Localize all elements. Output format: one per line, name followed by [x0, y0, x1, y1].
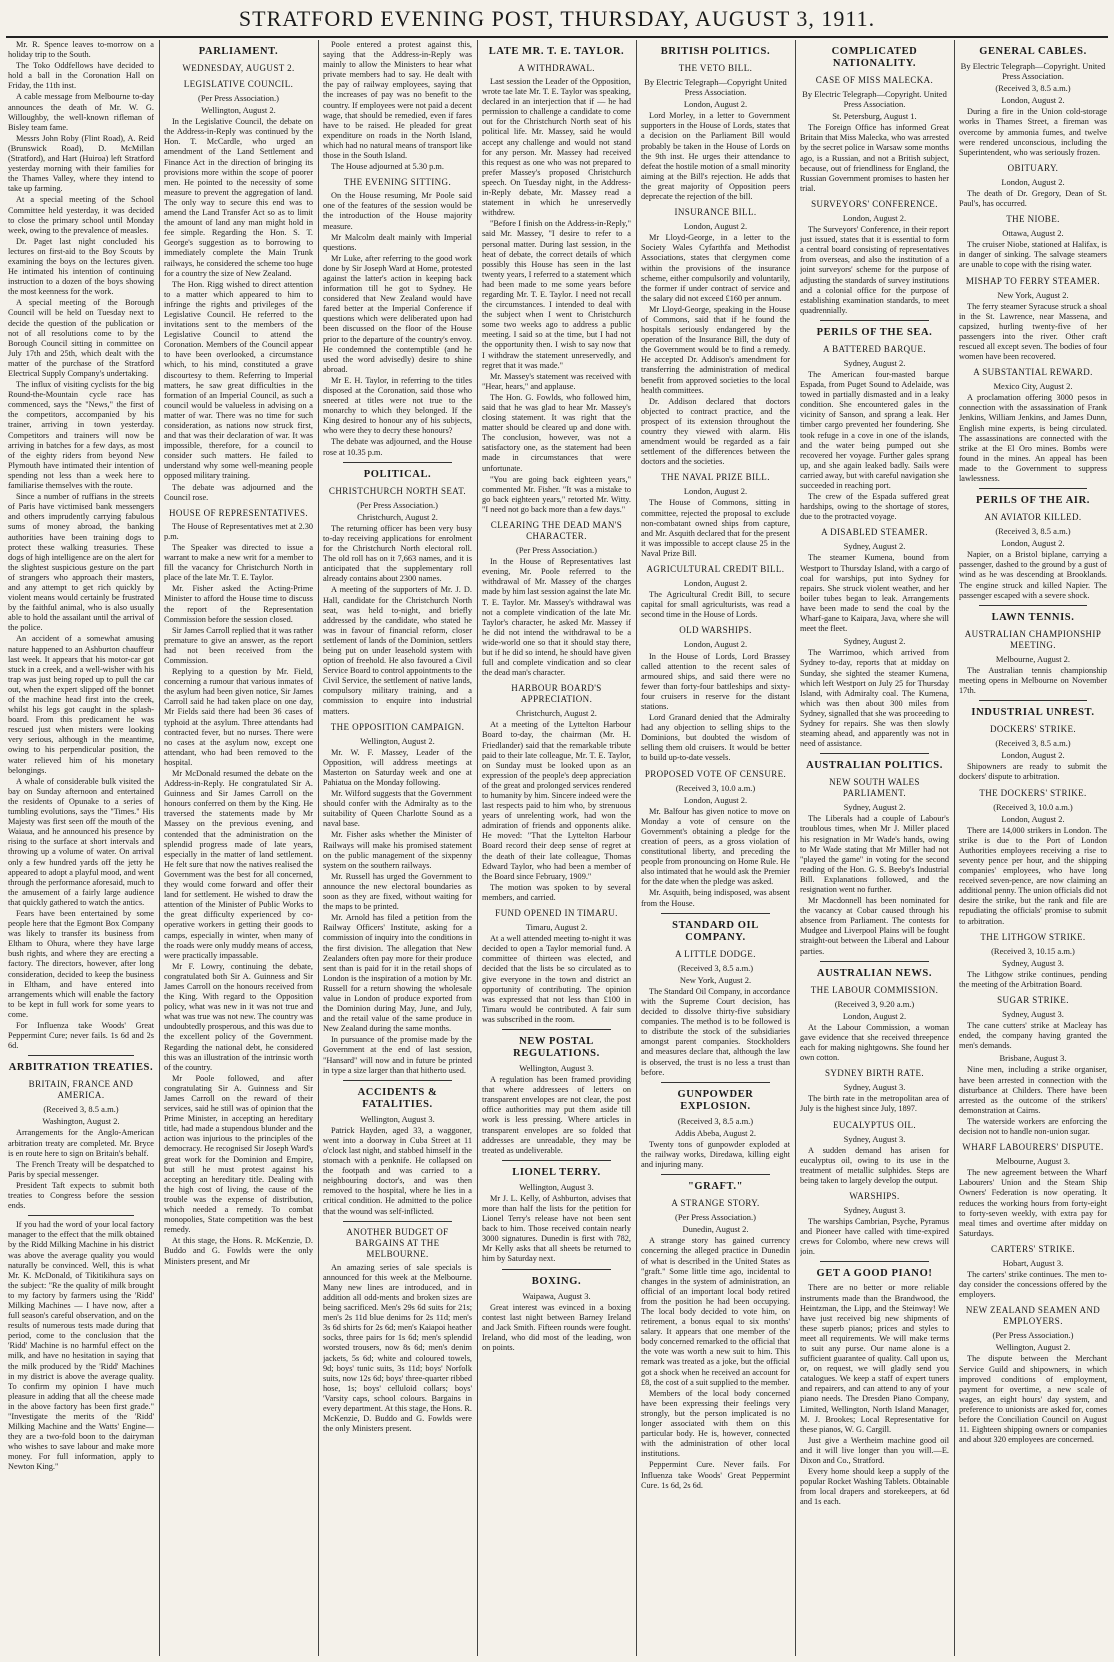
dateline: Melbourne, August 2.: [995, 653, 1071, 664]
article-paragraph: The steamer Kumena, bound from Westport to Thursday Island, with a cargo of coal for warships, put into Sydney for repairs. She struck violent weather, and her boiler tubes began to leak. Arrangements have been made to send the coal by the Wharf-gane to Kaipara, Java, where she will meet the fleet.: [800, 553, 949, 634]
headline: BOXING.: [531, 1275, 582, 1287]
headline: "GRAFT.": [687, 1181, 744, 1193]
article-paragraph: Mr Luke, after referring to the good work done by Sir Joseph Ward at Home, protested against the latter's action in keeping back information till he got to Sydney. He considered that New Zealand would have fared better at the Imperial Conference if questions which were deliberated upon had been discussed on the floor of the House prior to the departure of the country's envoy. He condemned the contemptible (and he used the word advisedly) desire to shine abroad.: [323, 253, 472, 374]
divider: [979, 700, 1087, 701]
headline: INDUSTRIAL UNREST.: [971, 707, 1095, 719]
article-paragraph: At this stage, the Hons. R. McKenzie, D. Buddo and G. Fowlds were the only Ministers present, and Mr: [164, 1236, 313, 1266]
subheadline: HARBOUR BOARD'S APPRECIATION.: [511, 683, 602, 705]
article-paragraph: The Lithgow strike continues, pending the meeting of the Arbitration Board.: [959, 969, 1107, 989]
press-credit: (Per Press Association.): [992, 1330, 1074, 1341]
dateline: London, August 2.: [683, 794, 748, 805]
article-paragraph: The dispute between the Merchant Service Guild and shipowners, in which improved conditions of employment, payment for overtime, a new scale of wages, an eight hours' day system, and preference to unionists are asked for, comes before the Conciliation Council on August 11. Eighteen shipping owners or companies and about 320 employees are concerned.: [959, 1354, 1107, 1445]
column-6: [800, 40, 949, 1656]
dateline: Sydney, August 2.: [843, 357, 906, 368]
article-paragraph: Great interest was evinced in a boxing contest last night between Barney Ireland and Jack Smith. Fifteen rounds were fought. Ireland, who did most of the leading, won on points.: [482, 1302, 631, 1353]
article-paragraph: The Agricultural Credit Bill, to secure capital for small agriculturists, was read a second time in the House of Lords.: [641, 590, 790, 620]
dateline: London, August 2.: [1001, 176, 1065, 187]
headline: GENERAL CABLES.: [979, 46, 1087, 57]
subheadline: THE NAVAL PRIZE BILL.: [661, 472, 770, 483]
article-paragraph: Mr. R. Spence leaves to-morrow on a holiday trip to the South.: [8, 40, 154, 60]
dateline: Ottawa, August 2.: [1002, 228, 1064, 239]
subheadline: PROPOSED VOTE OF CENSURE.: [644, 768, 787, 779]
dateline: Sydney, August 3.: [843, 1133, 906, 1144]
article-paragraph: Mr. Balfour has given notice to move on Monday a vote of censure on the Government's obtaining a pledge for the creation of peers, as a gross violation of constitutional liberty, and preceding the people from pronouncing on Home Rule. He also intimated that he would ask the Premier for the date when the pledge was asked.: [641, 806, 790, 887]
article-paragraph: A strange story has gained currency concerning the alleged practice in Dunedin of what is described in the United States as "graft." Some little time ago, incidental to changes in the system of administration, an official of an important local body retired from the position he had been occupying. The local body decided to vote him, on retirement, a bonus equal to six months' salary. It appears that one member of the body concerned remarked to the official that the vote was worth a new suit to him. This remark was treated as a joke, but the official got a shock when he received an account for £8, the cost of a suit supplied to the member.: [641, 1236, 790, 1387]
divider: [820, 753, 929, 754]
subheadline: FUND OPENED IN TIMARU.: [495, 908, 618, 919]
article-paragraph: A sudden demand has arisen for eucalyptus oil, owing to its use in the treatment of metallic sulphides. Steps are being taken to largely develop the output.: [800, 1145, 949, 1185]
headline: STANDARD OIL COMPANY.: [672, 919, 759, 943]
article-paragraph: Napier, on a Bristol biplane, carrying a passenger, dashed to the ground by a gust of wind as he was descending at Brooklands. The engine struck and killed Napier. The passenger escaped with a severe shock.: [959, 550, 1107, 600]
headline: LIONEL TERRY.: [512, 1166, 601, 1178]
dateline: Wellington, August 3.: [519, 1062, 594, 1073]
article-paragraph: Last session the Leader of the Opposition, wrote tae late Mr. T. E. Taylor was speaking, declared in an interjection that if — he had permission to challenge a candidate to come out for the Christchurch North seat of his political life. Mr. Massey, said he would accept any challenge and would not stand for any person. Mr. Massey had received this request as one who was not prepared to prefer Massey's proposed Christchurch speech. On Tuesday night, in the Address-in-Reply debate, Mr. Massey read a statement in which he unreservedly withdrew.: [482, 77, 631, 218]
advertisement: For Influenza take Woods' Great Peppermint Cure; never fails. 1s 6d and 2s 6d.: [8, 1021, 154, 1051]
divider: [502, 1269, 611, 1270]
dateline: New York, August 2.: [679, 974, 752, 985]
article-paragraph: The House adjourned at 5.30 p.m.: [331, 162, 444, 172]
article-paragraph: Mr F. Lowry, continuing the debate, congratulated both Sir A. Guinness and Sir James Carroll on the honours received from the King. With regard to the Opposition policy, what was new in it was not true and what was true was not new. The country was undoubtedly prosperous, and this was due to the excellent policy of the Government. Regarding the national debt, he considered this was an illustration of the intrinsic worth of the country.: [164, 961, 313, 1072]
dateline: Christchurch, August 2.: [516, 708, 597, 719]
subheadline: ANOTHER BUDGET OF BARGAINS AT THE MELBOURNE.: [346, 1226, 449, 1259]
advertisement: Just give a Wertheim machine good oil and it will live longer than you will.—E. Dixon and Co., Stratford.: [800, 1435, 949, 1466]
article-paragraph: A meeting of the supporters of Mr. J. D. Hall, candidate for the Christchurch North seat, was held to-night, and briefly addressed by the candidate, who stated he was in favour of financial reform, closer settlement of lands of the Dominion, settlers being put on under leasehold system with option of freehold. He also favoured a Civil Service Board to control appointments to the Civil Service, the settlement of native lands, compulsory military training, and a commission to enquire into industrial matters.: [323, 585, 472, 716]
dateline: Wellington, August 2.: [201, 105, 276, 116]
article-paragraph: The waterside workers are enforcing the decision not to handle non-union sugar.: [959, 1116, 1107, 1137]
column-rule: [954, 40, 955, 1656]
headline: GUNPOWDER EXPLOSION.: [677, 1088, 754, 1112]
subheadline: A LITTLE DODGE.: [675, 948, 756, 959]
subheadline: THE LITHGOW STRIKE.: [980, 931, 1086, 942]
article-paragraph: "You are going back eighteen years," commented Mr. Fisher. "It was a mistake to go back eighteen years," retorted Mr. Witty. "I need not go back more than a few days.": [482, 474, 631, 514]
article-paragraph: Mr. Fisher asked the Acting-Prime Minister to afford the House time to discuss the report of the Representation Commission before the session closed.: [164, 584, 313, 624]
article-paragraph: A cable message from Melbourne to-day announces the death of Mr. W. G. Willoughby, the well-known rifleman of Bisley team fame.: [8, 92, 154, 132]
subheadline: EUCALYPTUS OIL.: [832, 1119, 917, 1130]
dateline: London, August 2.: [683, 99, 748, 110]
column-1: [8, 40, 154, 1656]
subheadline: THE VETO BILL.: [678, 63, 753, 73]
article-paragraph: The Toko Oddfellows have decided to hold a ball in the Coronation Hall on Friday, the 11th inst.: [8, 61, 154, 91]
masthead-rule: [6, 36, 1108, 38]
article-paragraph: Mr. Wilford suggests that the Government should confer with the Admiralty as to the suitability of Queen Charlotte Sound as a naval base.: [323, 789, 472, 829]
article-paragraph: Mr J. L. Kelly, of Ashburton, advises that more than half the lists for the petition for Lionel Terry's release have not been sent back to him. Those received contain nearly 3000 signatures. Dunedin is first with 782, Mr Kelly asks that all sheets be returned to him by Saturday next.: [482, 1193, 631, 1264]
divider: [979, 488, 1087, 489]
article-paragraph: Since a number of ruffians in the streets of Paris have victimised bank messengers and others imprudently carrying fabulous sums of money abroad, the banking authorities have been training dogs to protect these walking treasuries. These dogs of high intelligence are on the alert for the slightest suspicious gesture on the part of strangers who approach their masters, and any attempt to get rich quickly by violent means would certainly be frustrated by the faithful animal, who is also usually able to hold the assailant until the arrival of the police.: [8, 492, 154, 633]
article-paragraph: An accident of a somewhat amusing nature happened to an Ashburton chauffeur last week. It appears that his motor-car got stuck in a creek, and a well-wisher with his trap was just being roped up to pull the car out, when the expert slipped off the bonnet of the machine head first into the creek, whilst his legs got caught in the splash-board. From this predicament he was rescued just when misters were looking very serious, although in the meantime, owing to his perpendicular position, the water relieved him of his monetary belongings.: [8, 634, 154, 775]
article-paragraph: A whale of considerable bulk visited the bay on Sunday afternoon and entertained the residents of Opunake to a series of tumbling evolutions, says the "Times." His Majesty was first seen off the mouth of the Waiaua, and he announced his presence by rising to the surface at short intervals and throwing up a volume of water. On arrival only a few hundred yards off the jetty he appeared to adopt a playful mood, and went through the performance aforesaid, much to the amusement of a fairly large audience that quickly gathered to watch the antics.: [8, 776, 154, 907]
advertisement: Peppermint Cure. Never fails. For Influenza take Woods' Great Peppermint Cure. 1s 6d, 2s 6d.: [641, 1460, 790, 1490]
article-paragraph: The Australian tennis championship meeting opens in Melbourne on November 17th.: [959, 665, 1107, 696]
article-paragraph: A special meeting of the Borough Council will be held on Tuesday next to decide the question of the publication or not of all resolutions come to by the Borough Council sitting in committee on July 17th and 25th, which dealt with the matter of the purchase of the Stratford Electrical Supply Company's undertaking.: [8, 298, 154, 378]
subheadline: CASE OF MISS MALECKA.: [815, 75, 934, 85]
article-paragraph: Dr. Paget last night concluded his lectures on first-aid to the Boy Scouts by examining the boys on the lectures given. He intimated his intention of continuing instruction to a dozen of the boys showing the most keenness for the work.: [8, 236, 154, 297]
divider: [661, 1082, 770, 1083]
column-2: [164, 40, 313, 1656]
headline: LAWN TENNIS.: [991, 611, 1075, 623]
headline: AUSTRALIAN POLITICS.: [806, 760, 943, 772]
headline: ACCIDENTS & FATALITIES.: [357, 1086, 438, 1110]
subheadline: A STRANGE STORY.: [671, 1198, 760, 1209]
subheadline: DOCKERS' STRIKE.: [989, 724, 1077, 735]
dateline: Sydney, August 3.: [1002, 957, 1064, 968]
headline: BRITISH POLITICS.: [660, 46, 771, 57]
article-paragraph: Mr. Massey's statement was received with "Hear, hears," and applause.: [482, 371, 631, 391]
article-paragraph: The debate was adjourned, and the House rose at 10.35 p.m.: [323, 437, 472, 457]
column-rule: [795, 40, 796, 1656]
dateline: Sydney, August 2.: [843, 802, 906, 813]
received-line: (Received 3, 9.20 a.m.): [834, 998, 915, 1009]
headline: POLITICAL.: [363, 468, 432, 480]
article-paragraph: Lord Morley, in a letter to Government supporters in the House of Lords, states that a decision on the Parliament Bill would probably be taken in the House of Lords on the 9th inst. He urges their attendance to defeat the hostile motion of a small minority aiming at the Bill's rejection. He adds that the great majority of Opposition peers deprecate the rejection of the bill.: [641, 111, 790, 202]
subheadline: SYDNEY BIRTH RATE.: [824, 1068, 925, 1079]
press-credit: (Per Press Association.): [675, 1212, 756, 1223]
headline: COMPLICATED NATIONALITY.: [831, 46, 918, 69]
press-credit: (Per Press Association.): [198, 93, 279, 103]
article-paragraph: In the Legislative Council, the debate on the Address-in-Reply was continued by the Hon. T. McCardle, who urged an amendment of the Land Settlement and Finance Act in the direction of bringing its provisions more within the scope of poorer men. He pointed to the necessity of some measure to prevent the aggregation of land. The only way to secure this end was to amend the Land Transfer Act so as to limit the amount of land any man might hold in fee simple. Regarding the Hon. S. T. George's suggestion as to borrowing to immediately complete the Main Trunk railways, he considered the scheme too huge for a country the size of New Zealand.: [164, 117, 313, 278]
dateline: London, August 2.: [683, 578, 748, 589]
article-paragraph: Mr Poole followed, and after congratulating Sir A. Guinness and Sir James Carroll on the reward of their services, said he still was of opinion that the Prime Minister, in accepting an hereditary title, had made a stupendous blunder and the action was injurious to the principles of the democracy. He recognised Sir Joseph Ward's great work for the Dominion and Empire, but still he must protest against his accepting an hereditary title. Dealing with the high cost of living, the cause of the trouble was the expense of distribution, which needed a remedy. To combat monopolies, State competition was the best remedy.: [164, 1073, 313, 1235]
divider: [979, 605, 1087, 606]
article-paragraph: Mr. Arnold has filed a petition from the Railway Officers' Institute, asking for a commission of inquiry into the conditions in the first division. The allegation that New Zealanders often pay more for their produce sent than is paid for it in the retail shops of London is the inspiration of a motion by Mr. Russell for a return showing the wholesale value in London of produce exported from the Dominion during May, June, and July, and the retail value of the same produce in New Zealand during the same months.: [323, 913, 472, 1034]
dateline: Sydney, August 2.: [843, 541, 906, 552]
headline: GET A GOOD PIANO!: [816, 1268, 933, 1280]
dateline: Brisbane, August 3.: [999, 1053, 1067, 1064]
article-paragraph: The Surveyors' Conference, in their report just issued, states that it is essential to form a central board consisting of representatives from overseas, and also the institution of a joint surveyors' scheme for the purpose of adjusting the standards of survey institutions and a colonial office for the purpose of establishing examination standards, to meet quadrennially.: [800, 225, 949, 315]
article-paragraph: "Before I finish on the Address-in-Reply," said Mr. Massey, "I desire to refer to a personal matter. During last session, in the heat of debate, the correct details of which possibly this House has seen in the last twenty years, I referred to a statement which had been made to me some years before regarding Mr. T. E. Taylor. I need not recall the circumstances. I intended to deal with the subject when I went to Christchurch some two weeks ago to address a public meeting. I said so at the time, but I had not the opportunity then. I wish to say now that I withdraw the statement unreservedly, and regret that it was made.": [482, 219, 631, 370]
divider: [502, 1029, 611, 1030]
headline: PERILS OF THE SEA.: [816, 326, 933, 338]
article-paragraph: Patrick Hayden, aged 33, a waggoner, went into a doorway in Cuba Street at 11 o'clock last night, and stabbed himself in the stomach with a penknife. He collapsed on the footpath and was carried to a neighbouring doctor's, and was then removed to the hospital, where he lies in a critical condition. He admitted to the police that the wound was self-inflicted.: [323, 1125, 472, 1216]
article-paragraph: The motion was spoken to by several members, and carried.: [482, 882, 631, 902]
article-paragraph: Mr. Fisher asks whether the Minister of Railways will make his promised statement on the public management of the sixpenny system on the southern railways.: [323, 830, 472, 870]
subheadline: CLEARING THE DEAD MAN'S CHARACTER.: [490, 520, 623, 542]
article-paragraph: The returning officer has been very busy to-day receiving applications for enrolment for the Christchurch North electoral roll. The old roll has on it 7,663 names, and it is anticipated that the supplementary roll already contains about 2300 names.: [323, 523, 472, 584]
masthead: STRATFORD EVENING POST, THURSDAY, AUGUST 3, 1911.: [238, 6, 876, 31]
divider: [28, 1215, 134, 1216]
subheadline: AGRICULTURAL CREDIT BILL.: [646, 564, 785, 575]
dateline: London, August 2.: [1001, 538, 1065, 549]
dateline: Sydney, August 2.: [843, 636, 906, 647]
received-line: (Received 3, 8.5 a.m.): [677, 962, 754, 973]
article-paragraph: The debate was adjourned and the Council rose.: [164, 482, 313, 502]
dateline: Timaru, August 2.: [525, 922, 588, 933]
article-paragraph: In the House of Representatives last evening, Mr. Poole referred to the withdrawal of Mr. Massey of the charges made by him last session against the late Mr. T. E. Taylor. Mr. Massey's withdrawal was not a complete vindication of the late Mr. Taylor's character, he asked Mr. Massey if he did not intend the withdrawal to be a wide-world one so that it should stay there, but if he did so intend, he should have given full and complete vindication and so clear the dead man's character.: [482, 557, 631, 678]
column-rule: [477, 40, 478, 1656]
dateline: Sydney, August 3.: [843, 1204, 906, 1215]
received-line: (Received 3, 8.5 a.m.): [995, 526, 1071, 537]
dateline: St. Petersburg, August 1.: [832, 111, 917, 122]
subheadline: NEW SOUTH WALES PARLIAMENT.: [829, 777, 920, 799]
telegraph-credit: By Electric Telegraph—Copyright. United Press Association.: [802, 89, 947, 110]
subheadline: MISHAP TO FERRY STEAMER.: [965, 275, 1101, 286]
dateline: Washington, August 2.: [42, 1116, 120, 1127]
dateline: Melbourne, August 3.: [995, 1156, 1071, 1167]
article-paragraph: The new agreement between the Wharf Labourers' Union and the Steam Ship Owners' Federation is now operating. It reduces the working hours from forty-eight to forty-seven weekly, with extra pay for meal times and overtime after midday on Saturdays.: [959, 1168, 1107, 1238]
dateline: Dunedin, August 2.: [682, 1224, 749, 1235]
article-paragraph: Mr. Russell has urged the Government to announce the new electoral boundaries as soon as they are fixed, without waiting for the maps to be printed.: [323, 871, 472, 912]
article-paragraph: Messrs John Roby (Flint Road), A. Reid (Brunswick Road), D. McMillan (Stratford), and Hart (Huiroa) left Stratford yesterday morning with their families for the Thames Valley, where they intend to take up farming.: [8, 133, 154, 194]
subheadline: A DISABLED STEAMER.: [821, 527, 928, 538]
dateline: London, August 2.: [842, 1010, 907, 1021]
dateline: London, August 2.: [1001, 95, 1065, 106]
article-paragraph: At a special meeting of the School Committee held yesterday, it was decided to close the primary school until Monday week, owing to the prevalence of measles.: [8, 195, 154, 235]
advertisement: Every home should keep a supply of the popular Rocket Washing Tablets. Obtainable from local drapers and storekeepers, at 6d and 1s each.: [800, 1467, 949, 1507]
article-paragraph: The ferry steamer Syracuse struck a shoal in the St. Lawrence, near Massena, and capsized, hurling twenty-five of her passengers into the river. Other craft rescued all except seven. The bodies of four women have been recovered.: [959, 301, 1107, 362]
subheadline: THE LABOUR COMMISSION.: [810, 984, 939, 995]
article-paragraph: At a well attended meeting to-night it was decided to open a Taylor memorial fund. A committee of thirteen was elected, and decided that the lists be so circulated as to give everyone in the town and district an opportunity of contributing. The opinion was expressed that not less than £100 in Timaru would be contributed. A fair sum was subscribed in the room.: [482, 934, 631, 1024]
subheadline: WHARF LABOURERS' DISPUTE.: [962, 1142, 1104, 1153]
article-paragraph: The Speaker was directed to issue a warrant to make a new writ for a member to fill the vacancy for Christchurch North in place of the late Mr. T. E. Taylor.: [164, 542, 313, 583]
divider: [502, 1160, 611, 1161]
divider: [820, 320, 929, 321]
article-paragraph: The French Treaty will be despatched to Paris by special messenger.: [8, 1159, 154, 1179]
divider: [820, 1261, 929, 1262]
dateline: Wellington, August 3.: [360, 1113, 435, 1124]
article-paragraph: In the House of Lords, Lord Brassey called attention to the recent sales of armoured ships, and said there were no fewer than forty-four battleships and sixty-four cruisers in reserve for the distant stations.: [641, 651, 790, 711]
divider: [661, 913, 770, 914]
article-paragraph: The Liberals had a couple of Labour's troublous times, when Mr J. Miller placed his resignation in Mr Wade's hands, owing to Mr Wade stating that Mr Miller had not "played the game" in voting for the second reading of the Hon. G. S. Beeby's Industrial Bill. Explanations followed, and the resignation went no further.: [800, 814, 949, 894]
received-line: (Received 3, 10.0 a.m.): [993, 801, 1073, 812]
article-paragraph: Mr Macdonnell has been nominated for the vacancy at Cobar caused through his absence from Parliament. The contests for Mudgee and Liverpool Plains will be fought straight-out between the Liberal and Labour parties.: [800, 896, 949, 956]
article-paragraph: On the House resuming, Mr Poole said one of the features of the session would be the introduction of the House majority measure.: [323, 191, 472, 231]
divider: [28, 1055, 134, 1056]
advertisement: An amazing series of sale specials is announced for this week at the Melbourne. Many new lines are introduced, and in addition all odd-ments and broken sizes are being sacrificed. Men's 29s 6d suits for 21s; men's 2s 11d blue denims for 2s 11d; men's 3s 6d shirts for 2s 6d; men's Kaiapoi heather socks, three pairs for 1s 6d; men's splendid worsted trousers, now 8s 6d; men's denim jackets, 5s 6d; white and coloured towels, 9d; boys' tunic suits, 3s 11d; boys' Norfolk suits, now 12s 6d; boys' three-quarter ribbed hose, 1s; boys' celluloid collars; boys' 'Varsity caps, school colours. Bargains in every department. At this stage, the Hons. R. McKenzie, D. Buddo and G. Fowlds were the only Ministers present.: [323, 1262, 472, 1434]
article-paragraph: The Foreign Office has informed Great Britain that Miss Malecka, who was arrested by the secret police in Warsaw some months ago, is a Russian, and not a British subject, because, out of friendliness for England, the Russian Government promises to hasten her trial.: [800, 123, 949, 193]
article-paragraph: The death of Dr. Gregory, Dean of St. Paul's, has occurred.: [959, 188, 1107, 209]
divider: [343, 462, 452, 463]
dateline: London, August 2.: [1001, 813, 1065, 824]
subheadline: BRITAIN, FRANCE AND AMERICA.: [28, 1079, 134, 1101]
column-rule: [159, 40, 160, 1656]
article-paragraph: Nine men, including a strike organiser, have been arrested in connection with the disturbance at Childers. There have been arrested as the outcome of the strikers' demonstration at Cairns.: [959, 1065, 1107, 1115]
article-paragraph: The cruiser Niobe, stationed at Halifax, is in danger of sinking. The salvage steamers are unable to cope with the rising water.: [959, 240, 1107, 270]
article-paragraph: Twenty tons of gunpowder exploded at the railway works, Diredawa, killing eight and injuring many.: [641, 1139, 790, 1170]
received-line: (Received 3, 10.15 a.m.): [991, 945, 1075, 956]
dateline: London, August 2.: [683, 221, 748, 232]
article-paragraph: The Hon. Rigg wished to direct attention to a matter which appeared to him to infringe the rights and privileges of the Legislative Council. He referred to the invitations sent to the members of the Legislative Council to attend the Coronation. Members of the Council appear to have been overlooked, a circumstance which, to his mind, constituted a grave discourtesy to them. Referring to Imperial matters, he saw great difficulties in the formation of an Imperial Council, as such a council would be valueless in advising on a matter of war. There was no time for such consideration, as nations now struck first, and that was their declaration of war. It was impossible, therefore, for a council to consider such matters. He failed to understand why some well-meaning people opposed military training.: [164, 279, 313, 481]
dateline: Wellington, August 3.: [519, 1181, 594, 1192]
divider: [343, 1080, 452, 1081]
advertisement: If you had the word of your local factory manager to the effect that the milk obtained by the Ridd Milking Machine in his district was above the average quality you would naturally be convinced. Well, this is what Mr. K. McDonald, of Tikitikihura says on the subject: "Re the quality of milk brought to my factory by farmers using the 'Ridd' Milking Machines — I have now, after a full season's careful observation, and on the results of numerous tests made during that period, come to the conclusion that the 'Ridd' Machine is no harmful effect on the milk, and have no hesitation in saying that the milk produced by the 'Ridd' Machines in my district is above the average quality. To confirm my opinion I have much pleasure in adding that all the cheese made in the above factory has been first grade." "Investigate the merits of the 'Ridd' Milking Machine and the Watts' Engine—they are a two-fold boon to the dairyman who wishes to save labour and make more money. For full information, apply to Newton King.": [8, 1220, 154, 1472]
subheadline: CHRISTCHURCH NORTH SEAT.: [328, 485, 467, 496]
column-3: [323, 40, 472, 1656]
article-paragraph: There are 14,000 strikers in London. The strike is due to the Port of London Authorities employees receiving a rise to seventy pence per hour, and the shipping companies' employees, who have long received seven-pence, are now claiming an additional penny. The union officials did not desire the strike, but the rank and file are repudiating the officials' promise to submit to arbitration.: [959, 825, 1107, 926]
dateline: Sydney, August 3.: [843, 1082, 906, 1093]
received-line: (Received 3, 10.0 a.m.): [675, 782, 756, 793]
divider: [661, 1174, 770, 1175]
article-paragraph: The House of Representatives met at 2.30 p.m.: [164, 521, 313, 541]
received-line: (Received 3, 8.5 a.m.): [995, 83, 1071, 94]
article-paragraph: The House of Commons, sitting in committee, rejected the proposal to exclude non-combatant owned ships from capture, and Mr. Asquith declared that for the present it was impossible to accept clause 25 in the Naval Prize Bill.: [641, 498, 790, 558]
received-line: (Received 3, 8.5 a.m.): [43, 1104, 119, 1115]
article-paragraph: The warships Cambrian, Psyche, Pyramus and Pioneer have called with time-expired crews for Colombo, where new crews will join.: [800, 1217, 949, 1257]
article-paragraph: In pursuance of the promise made by the Government at the end of last session, "Hansard" will now and in future be printed in type a size larger than that hitherto used.: [323, 1035, 472, 1075]
telegraph-credit: By Electric Telegraph—Copyright. United Press Association.: [960, 61, 1106, 82]
article-paragraph: The carters' strike continues. The men to-day consider the concessions offered by the employers.: [959, 1269, 1107, 1300]
article-paragraph: The Standard Oil Company, in accordance with the Supreme Court decision, has decided to dissolve thirty-five subsidiary companies. The method is to be followed is to distribute the stock of the subsidiaries amongst parent companies. Stockholders and measures declare that, although the law is observed, the trust is no less a trust than before.: [641, 986, 790, 1077]
article-paragraph: Mr. W. F. Massey, Leader of the Opposition, will address meetings at Masterton on Saturday week and one at Pahiatua on the Monday following.: [323, 747, 472, 787]
article-paragraph: The influx of visiting cyclists for the big Round-the-Mountain cycle race has commenced, says the "News," the first of the competitors, accompanied by his trainer, arriving in town yesterday. Competitors and trainers will now be arriving in batches for a few days, as most of the eighty riders from beyond New Plymouth have intimated their intention of spending not less than a week here to familiarise themselves with the route.: [8, 380, 154, 491]
article-paragraph: A regulation has been framed providing that where addressees of letters on transparent envelopes are not clear, the post office authorities may put them aside till work is less pressing. Where articles in transparent envelopes are so folded that addresses are unreadable, they may be treated as undeliverable.: [482, 1075, 631, 1155]
subheadline: SURVEYORS' CONFERENCE.: [811, 198, 938, 209]
article-paragraph: Poole entered a protest against this, saying that the Address-in-Reply was mainly to allow the Ministers to hear what private members had to say. He dealt with the pay of railway employees, saying that the increases of pay was no benefit to the country. If employees were not paid a decent wage, that should be remedied, even if fares have to be raised. He pleaded for great expenditure on roads in the North Island, which had no natural means of transport like those in the South Island.: [323, 40, 472, 161]
column-7: [959, 40, 1107, 1656]
subheadline: OLD WARSHIPS.: [679, 625, 752, 636]
subheadline: INSURANCE BILL.: [674, 207, 757, 218]
press-credit: (Per Press Association.): [357, 499, 438, 510]
subheadline: CARTERS' STRIKE.: [991, 1243, 1075, 1254]
subheadline: NEW ZEALAND SEAMEN AND EMPLOYERS.: [965, 1305, 1101, 1327]
article-paragraph: Mr Lloyd-George, in a letter to the Society Wales Cyfarthfa and Methodist Associations, states that clergymen come within the provisions of the insurance scheme, either compulsorily and voluntarily, the former if under contract of service and the salary did not exceed £160 per annum.: [641, 233, 790, 303]
headline: PERILS OF THE AIR.: [975, 495, 1091, 507]
subheadline: THE NIOBE.: [1006, 214, 1060, 225]
dateline: Waipawa, August 3.: [522, 1290, 591, 1301]
subheadline: THE DOCKERS' STRIKE.: [979, 787, 1087, 798]
subheadline: THE EVENING SITTING.: [343, 177, 452, 188]
column-5: [641, 40, 790, 1656]
article-paragraph: The crew of the Espada suffered great hardships, owing to the shortage of stores, due to the protracted voyage.: [800, 492, 949, 522]
subheadline: AUSTRALIAN CHAMPIONSHIP MEETING.: [964, 628, 1102, 650]
subheadline: A WITHDRAWAL.: [518, 63, 595, 73]
dateline: New York, August 2.: [997, 289, 1069, 300]
article-paragraph: President Taft expects to submit both treaties to Congress before the session ends.: [8, 1180, 154, 1211]
dateline: Wellington, August 2.: [995, 1342, 1071, 1353]
headline: PARLIAMENT.: [198, 46, 279, 57]
article-paragraph: The Warrimoo, which arrived from Sydney to-day, reports that at midday on Sunday, she sighted the steamer Kumena, which left Westport on July 25 for Thursday Island, with Admiralty coal. The Kumena, which was then about 300 miles from Sydney, signalled that she was proceeding to Sydney for repairs. She was then slowly steaming ahead, and apparently was not in need of assistance.: [800, 648, 949, 749]
advertisement: There are no better or more reliable instruments made than the Brandwood, the Heintzman, the Lipp, and the Steinway! We have just received big new shipments of these superb pianos; prices and styles to meet all requirements. We will make terms to suit any purse. Our name alone is a sufficient guarantee of quality. Call upon us, or, on request, we will gladly send you catalogues. We keep a staff of expert tuners and repairers, and can attend to any of your piano needs. The Dresden Piano Company, Limited, Wellington, North Island Manager, M. J. Brookes; Local Representative for these pianos, W. G. Cargill.: [800, 1283, 949, 1434]
article-paragraph: Mr. Asquith, being indisposed, was absent from the House.: [641, 888, 790, 908]
dateline: London, August 2.: [1001, 750, 1065, 761]
dateline: Christchurch, August 2.: [357, 511, 438, 522]
subheadline: AN AVIATOR KILLED.: [984, 512, 1082, 523]
article-paragraph: Dr. Addison declared that doctors objected to contract practice, and the prospect of its extension throughout the country they viewed with alarm. His amendment would be regarded as a fair settlement of the differences between the doctors and the societies.: [641, 396, 790, 467]
dateline: Mexico City, August 2.: [993, 381, 1073, 392]
article-paragraph: Lord Granard denied that the Admiralty had any objection to selling ships to the Dominions, but doubted the wisdom of selling them old cruisers. It would be better to build up-to-date vessels.: [641, 713, 790, 763]
subheadline: WEDNESDAY, AUGUST 2.: [182, 63, 295, 73]
column-rule: [636, 40, 637, 1656]
article-paragraph: The birth rate in the metropolitan area of July is the highest since July, 1897.: [800, 1094, 949, 1114]
article-paragraph: Mr Lloyd-George, speaking in the House of Commons, said that if he found the hospitals seriously endangered by the operation of the Insurance Bill, the duty of the Government would be to find a remedy. He accepted Dr. Addison's amendment for transferring the administration of medical benefit from approved societies to the local health committees.: [641, 304, 790, 395]
subheadline: A BATTERED BARQUE.: [823, 343, 926, 354]
headline: ARBITRATION TREATIES.: [8, 1062, 154, 1074]
dateline: London, August 2.: [683, 639, 748, 650]
subheadline: LEGISLATIVE COUNCIL.: [183, 79, 294, 89]
article-paragraph: Sir James Carroll replied that it was rather premature to give an answer, as the report had not been received from the Commission.: [164, 625, 313, 665]
article-paragraph: Arrangements for the Anglo-American arbitration treaty are completed. Mr. Bryce is en route here to sign on Britain's behalf.: [8, 1128, 154, 1158]
dateline: Hobart, August 3.: [1002, 1257, 1064, 1268]
article-paragraph: Fears have been entertained by some people here that the Egmont Box Company was likely to transfer its business from Eltham to Ohura, where they have large bush rights, and where they are erecting a factory. The directors, however, after long consideration, decided to keep the business in Eltham, and have entered into arrangements which will enable the factory to be kept in full work for some years to come.: [8, 908, 154, 1019]
subheadline: A SUBSTANTIAL REWARD.: [973, 367, 1093, 378]
article-paragraph: Mr E. H. Taylor, in referring to the titles disposed at the Coronation, said those who sneered at titles were not true to the monarchy to which they belonged. If the King desired to honour any of his subjects, who were they to decry these honours?: [323, 375, 472, 436]
headline: NEW POSTAL REGULATIONS.: [513, 1035, 600, 1059]
article-paragraph: During a fire in the Union cold-storage works in Thames Street, a fireman was overcome by ammonia fumes, and twelve were rendered unconscious, including the Superintendent, who was seriously frozen.: [959, 107, 1107, 157]
received-line: (Received 3, 8.5 a.m.): [677, 1115, 754, 1126]
article-paragraph: At the Labour Commission, a woman gave evidence that she received threepence each for making nightgowns. She found her own cotton.: [800, 1022, 949, 1063]
dateline: London, August 2.: [842, 212, 907, 223]
received-line: (Received 3, 8.5 a.m.): [995, 738, 1071, 749]
dateline: Sydney, August 3.: [1002, 1009, 1064, 1019]
subheadline: THE OPPOSITION CAMPAIGN.: [330, 721, 465, 732]
headline: LATE MR. T. E. TAYLOR.: [488, 46, 625, 57]
headline: AUSTRALIAN NEWS.: [816, 967, 933, 979]
article-paragraph: Mr Malcolm dealt mainly with Imperial questions.: [323, 232, 472, 252]
article-paragraph: The American four-masted barque Espada, from Puget Sound to Adelaide, was towed in partially dismasted and in a leaky condition. She encountered gales in the vicinity of Sanson, and sprang a leak. Her timber cargo prevented her foundering. She took refuge in a cove in one of the islands, and the water being pumped out she recovered her voyage. Further gales sprang up, and she again leaked badly. Sails were carried away, but with careful navigation she succeeded in reaching port.: [800, 369, 949, 490]
dateline: London, August 2.: [683, 486, 748, 497]
article-paragraph: The Hon. G. Fowlds, who followed him, said that he was glad to hear Mr. Massey's closing statement. It was right that the matter should be cleared up and done with. The conclusion, however, was not a satisfactory one, as the statement had been made in circumstances that were unfortunate.: [482, 392, 631, 473]
article-paragraph: Members of the local body concerned have been expressing their feelings very strongly, but the person implicated is no longer associated with them on this particular body. He is, however, connected with the administration of other local institutions.: [641, 1388, 790, 1459]
article-paragraph: A proclamation offering 3000 pesos in connection with the assassination of Frank Jenkins, William Jenkins, and James Dunn, English mine experts, is being circulated. The assassinations are connected with the strike at the El Oro mines. Bombs were found in the mines. An appeal has been made to the Government to suppress lawlessness.: [959, 393, 1107, 483]
subheadline: HOUSE OF REPRESENTATIVES.: [168, 507, 309, 518]
article-paragraph: The cane cutters' strike at Macleay has ended, the company having granted the men's demands.: [959, 1021, 1107, 1051]
subheadline: WARSHIPS.: [849, 1190, 900, 1201]
column-4: [482, 40, 631, 1656]
dateline: Addis Abeba, August 2.: [675, 1127, 756, 1138]
telegraph-credit: By Electric Telegraph—Copyright United Press Association.: [644, 77, 787, 98]
subheadline: SUGAR STRIKE.: [997, 995, 1069, 1005]
article-paragraph: At a meeting of the Lyttelton Harbour Board to-day, the chairman (Mr. H. Friedlander) said that the remarkable tribute paid to their late colleague, Mr. T. E. Taylor, on Sunday must be looked upon as an expression of the people's deep appreciation of the great and prolonged services rendered to humanity by him. Sincere indeed were the last respects paid to him who, by strenuous years of unrelenting work, had won the admiration of friends and opponents alike. He moved: "That the Lyttelton Harbour Board record their deep sense of regret at the death of their late colleague, Thomas Edward Taylor, who had been a member of the Board since February, 1909.": [482, 720, 631, 881]
dateline: Wellington, August 2.: [360, 735, 435, 746]
subheadline: OBITUARY.: [1007, 162, 1059, 173]
divider: [343, 1221, 452, 1222]
divider: [820, 961, 929, 962]
article-paragraph: Replying to a question by Mr. Field, concerning a rumour that various inmates of the asylum had been given notice, Sir James Carroll said he had taken place on one day, Mr Fields said there had been 36 cases of typhoid at the asylum. Three attendants had contracted fever, but no nurses. There were no cases at the asylum now, except one attendant, who had been removed to the hospital.: [164, 667, 313, 767]
press-credit: (Per Press Association.): [516, 545, 597, 556]
article-paragraph: Shipowners are ready to submit the dockers' dispute to arbitration.: [959, 762, 1107, 782]
column-rule: [318, 40, 319, 1656]
article-paragraph: Mr McDonald resumed the debate on the Address-in-Reply. He congratulated Sir A. Guinness and Sir James Carroll on the honours conferred on them by the King. He traversed the statements made by Mr Massey on the previous evening, and contended that the administration on the splendid progress made of late years, especially in the matter of land settlement. He felt sure that now the natives realised the Government was the best for all concerned, they would come forward and offer their land for settlement. He wished to draw the attention of the Minister of Public Works to the great difficulty experienced by co-operative workers in getting their goods to camps, especially in winter, when many of the roads were only muddy means of access, were practically impassable.: [164, 769, 313, 960]
